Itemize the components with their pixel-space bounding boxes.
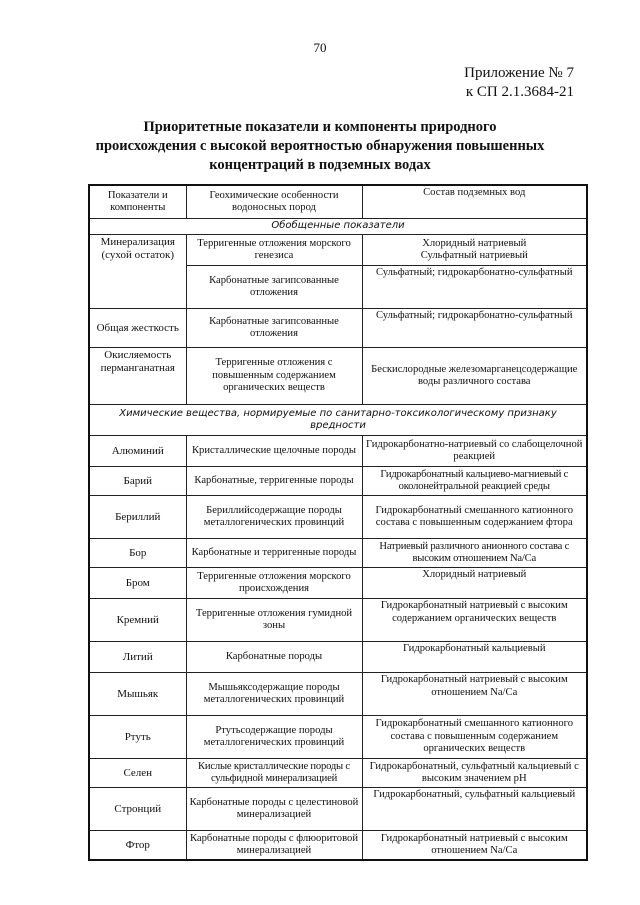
document-title [80, 118, 560, 175]
geochemistry-cell: Кислые кристаллические породы с сульфидной минерализацией [186, 759, 362, 788]
header-water-composition: Состав подземных вод [362, 185, 587, 219]
indicator-name: Ртуть [89, 716, 186, 759]
geochemistry-cell: Карбонатные породы с флюоритовой минерализацией [186, 831, 362, 861]
header-geochemistry: Геохимические особенности водоносных пород [186, 185, 362, 219]
section-row-chemicals [89, 405, 587, 436]
title-line-3: концентраций в подземных водах [209, 157, 431, 173]
composition-cell: Гидрокарбонатный кальциевый [362, 642, 587, 673]
geochemistry-cell: Терригенные отложения с повышенным содержанием органических веществ [186, 348, 362, 405]
page-number: 70 [313, 40, 327, 55]
section-title-chemicals: Химические вещества, нормируемые по санитарно-токсикологическому признаку вредности [89, 405, 587, 436]
indicator-name: Окисляемость перманганатная [89, 348, 186, 405]
indicator-name: Кремний [89, 599, 186, 642]
indicator-name: Бериллий [89, 496, 186, 539]
geochemistry-cell: Терригенные отложения морского генезиса [186, 235, 362, 266]
geochemistry-cell: Терригенные отложения гумидной зоны [186, 599, 362, 642]
composition-cell: Гидрокарбонатно-натриевый со слабощелочной реакцией [362, 436, 587, 467]
composition-cell: Гидрокарбонатный кальциево-магниевый с околонейтральной реакцией среды [362, 467, 587, 496]
composition-cell: Гидрокарбонатный натриевый с высоким отношением Na/Ca [362, 831, 587, 861]
appendix-document: к СП 2.1.3684-21 [465, 84, 574, 100]
table-row [89, 673, 587, 716]
appendix-number: Приложение № 7 [464, 65, 574, 81]
title-line-1: Приоритетные показатели и компоненты природного [143, 119, 497, 135]
indicators-table [88, 184, 588, 861]
indicator-name: Селен [89, 759, 186, 788]
indicator-name: Алюминий [89, 436, 186, 467]
table-row [89, 831, 587, 861]
table-row [89, 642, 587, 673]
table-row [89, 716, 587, 759]
geochemistry-cell: Карбонатные породы с целестиновой минерализацией [186, 788, 362, 831]
indicator-name: Бром [89, 568, 186, 599]
geochemistry-cell: Ртутьсодержащие породы металлогенических провинций [186, 716, 362, 759]
indicator-name: Мышьяк [89, 673, 186, 716]
header-indicators: Показатели и компоненты [89, 185, 186, 219]
geochemistry-cell: Карбонатные загипсованные отложения [186, 309, 362, 348]
geochemistry-cell: Карбонатные породы [186, 642, 362, 673]
geochemistry-cell: Карбонатные, терригенные породы [186, 467, 362, 496]
composition-cell: Гидрокарбонатный смешанного катионного состава с повышенным содержанием фтора [362, 496, 587, 539]
geochemistry-cell: Карбонатные и терригенные породы [186, 539, 362, 568]
section-row-generalized [89, 219, 587, 235]
table-row [89, 235, 587, 266]
table-row [89, 599, 587, 642]
table-row [89, 759, 587, 788]
composition-cell: Натриевый различного анионного состава с высоким отношением Na/Ca [362, 539, 587, 568]
table-row [89, 348, 587, 405]
indicator-name: Бор [89, 539, 186, 568]
geochemistry-cell: Бериллийсодержащие породы металлогенических провинций [186, 496, 362, 539]
table-header-row [89, 185, 587, 219]
title-line-2: происхождения с высокой вероятностью обнаружения повышенных [95, 138, 545, 154]
indicator-name: Барий [89, 467, 186, 496]
composition-cell: Сульфатный; гидрокарбонатно-сульфатный [362, 266, 587, 309]
indicator-name: Минерализация (сухой остаток) [89, 235, 186, 309]
composition-cell: Гидрокарбонатный, сульфатный кальциевый с высоким значением pH [362, 759, 587, 788]
composition-cell: Бескислородные железомарганецсодержащие воды различного состава [362, 348, 587, 405]
indicator-name: Стронций [89, 788, 186, 831]
indicator-name: Общая жесткость [89, 309, 186, 348]
table-row [89, 467, 587, 496]
composition-line: Сульфатный натриевый [420, 250, 528, 261]
table-row [89, 568, 587, 599]
composition-cell: Гидрокарбонатный натриевый с высоким отношением Na/Ca [362, 673, 587, 716]
appendix-reference [464, 64, 574, 102]
composition-cell: Сульфатный; гидрокарбонатно-сульфатный [362, 309, 587, 348]
composition-cell: Гидрокарбонатный натриевый с высоким содержанием органических веществ [362, 599, 587, 642]
table-row [89, 496, 587, 539]
table-row [89, 539, 587, 568]
composition-line: Хлоридный натриевый [422, 237, 527, 249]
indicator-name: Литий [89, 642, 186, 673]
table-row [89, 436, 587, 467]
geochemistry-cell: Кристаллические щелочные породы [186, 436, 362, 467]
geochemistry-cell: Карбонатные загипсованные отложения [186, 266, 362, 309]
composition-cell [362, 235, 587, 266]
geochemistry-cell: Мышьяксодержащие породы металлогенических провинций [186, 673, 362, 716]
composition-cell: Хлоридный натриевый [362, 568, 587, 599]
table-row [89, 788, 587, 831]
geochemistry-cell: Терригенные отложения морского происхождения [186, 568, 362, 599]
section-title-generalized: Обобщенные показатели [89, 219, 587, 235]
indicator-name: Фтор [89, 831, 186, 861]
composition-cell: Гидрокарбонатный, сульфатный кальциевый [362, 788, 587, 831]
composition-cell: Гидрокарбонатный смешанного катионного состава с повышенным содержанием органических веществ [362, 716, 587, 759]
table-row [89, 309, 587, 348]
